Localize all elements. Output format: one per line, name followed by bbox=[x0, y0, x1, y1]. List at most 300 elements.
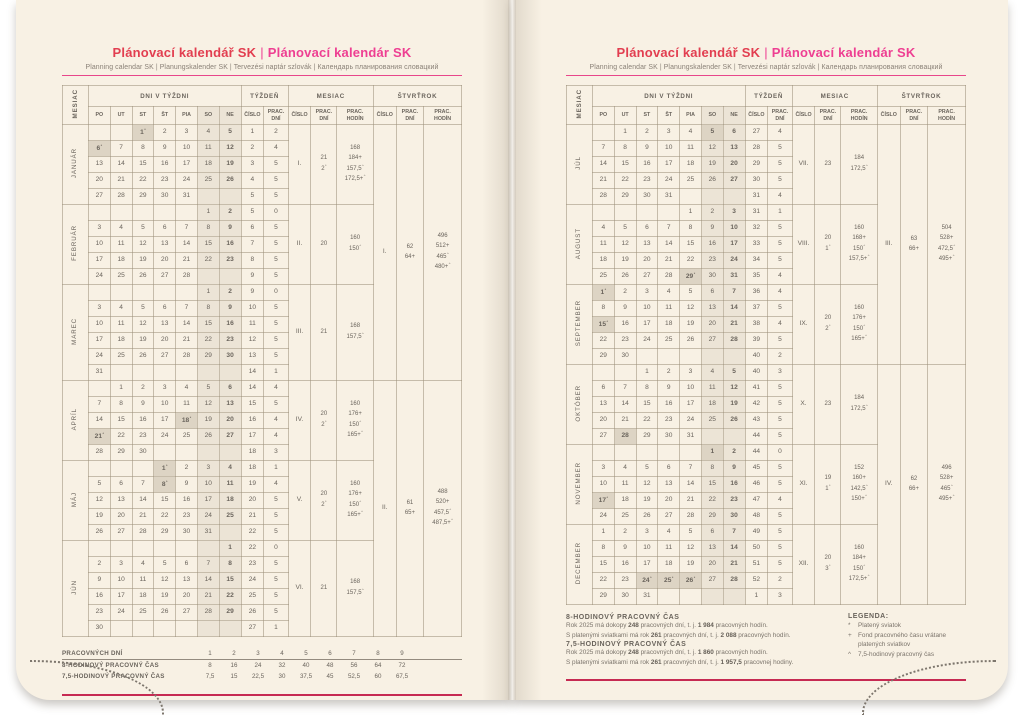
day-cell: 7 bbox=[658, 221, 680, 237]
week-workdays-cell: 4 bbox=[768, 125, 792, 141]
summary-line: Rok 2025 má dokopy 248 pracovných dní, t. j. 1 984 pracovných hodín. bbox=[566, 622, 768, 629]
month-number-cell: VII. bbox=[792, 125, 815, 205]
month-label bbox=[567, 205, 593, 285]
month-workdays-line: 2* bbox=[321, 164, 327, 172]
worked-days-value: 37,5 bbox=[299, 673, 313, 680]
header-day-st: ST bbox=[636, 107, 658, 125]
day-cell: 1 bbox=[614, 125, 636, 141]
day-cell: 27 bbox=[636, 269, 658, 285]
caret-mark: ^ bbox=[951, 483, 953, 488]
day-cell-empty bbox=[723, 189, 745, 205]
day-cell: 18 bbox=[701, 397, 723, 413]
month-number-cell: II. bbox=[288, 205, 311, 285]
quarter-number-cell: I. bbox=[373, 125, 396, 381]
day-cell: 8 bbox=[110, 397, 132, 413]
filler bbox=[414, 648, 462, 660]
month-number-cell: IV. bbox=[288, 381, 311, 461]
day-cell: 23 bbox=[219, 333, 241, 349]
day-cell: 14 bbox=[614, 397, 636, 413]
day-cell: 11 bbox=[176, 397, 198, 413]
day-cell: 7 bbox=[592, 141, 614, 157]
day-cell: 12 bbox=[614, 237, 636, 253]
day-cell: 22 bbox=[614, 173, 636, 189]
week-number-cell: 33 bbox=[745, 237, 768, 253]
week-workdays-cell: 4 bbox=[768, 189, 792, 205]
caret-mark: ^ bbox=[863, 243, 866, 248]
header-day-ne: NE bbox=[219, 107, 241, 125]
quarter-workdays-line: 62 bbox=[910, 475, 918, 482]
day-cell-empty bbox=[110, 285, 132, 301]
month-label bbox=[567, 365, 593, 445]
day-cell: 16 bbox=[176, 493, 198, 509]
worked-days-value: 8 bbox=[208, 662, 212, 669]
day-cell: 12 bbox=[88, 493, 110, 509]
day-cell: 11 bbox=[110, 317, 132, 333]
day-cell: 25 bbox=[110, 349, 132, 365]
title-slovak: Plánovací kalendár SK bbox=[267, 45, 412, 60]
day-cell: 11 bbox=[614, 477, 636, 493]
asterisk-mark: * bbox=[325, 420, 327, 424]
asterisk-mark: * bbox=[650, 575, 652, 580]
month-label-text: JÚL bbox=[575, 156, 583, 171]
day-cell: 24 bbox=[636, 333, 658, 349]
day-cell-empty bbox=[176, 541, 198, 557]
month-workdays-cell bbox=[311, 285, 337, 381]
day-cell: 18 bbox=[110, 253, 132, 269]
worked-days-value: 72 bbox=[398, 662, 406, 669]
day-cell: 9 bbox=[88, 573, 110, 589]
week-number-cell: 17 bbox=[241, 429, 264, 445]
day-cell: 5 bbox=[132, 221, 154, 237]
week-workdays-cell: 1 bbox=[768, 205, 792, 221]
asterisk-mark: * bbox=[166, 479, 168, 484]
day-cell: 27 bbox=[701, 333, 723, 349]
day-cell: 11 bbox=[110, 237, 132, 253]
day-cell: 23 bbox=[614, 573, 636, 589]
day-cell: 10 bbox=[154, 397, 176, 413]
day-cell-empty bbox=[658, 445, 680, 461]
day-cell: 9 bbox=[219, 301, 241, 317]
day-cell: 7 bbox=[723, 285, 745, 301]
day-cell: 24 bbox=[658, 173, 680, 189]
legend-text: Platený sviatok bbox=[858, 622, 901, 629]
quarter-workdays-line: 63 bbox=[910, 235, 918, 242]
day-cell: 26 bbox=[154, 605, 176, 621]
quarter-workdays-line: 66+ bbox=[908, 245, 919, 252]
day-cell-empty bbox=[154, 205, 176, 221]
week-workdays-cell: 5 bbox=[768, 413, 792, 429]
day-cell: 2 bbox=[636, 125, 658, 141]
day-cell: 2 bbox=[132, 381, 154, 397]
caret-mark: ^ bbox=[449, 507, 452, 512]
week-number-cell: 40 bbox=[745, 349, 768, 365]
day-cell: 25 bbox=[680, 173, 702, 189]
day-cell: 21 bbox=[723, 317, 745, 333]
week-number-cell: 41 bbox=[745, 381, 768, 397]
month-hours-cell bbox=[337, 285, 374, 381]
day-cell: 13 bbox=[658, 477, 680, 493]
month-workdays-cell bbox=[815, 205, 841, 285]
header-week-cislo: ČÍSLO bbox=[241, 107, 264, 125]
day-cell: 29 bbox=[592, 349, 614, 365]
month-label bbox=[567, 125, 593, 205]
day-cell: 27 bbox=[219, 429, 241, 445]
day-cell: 24 bbox=[154, 429, 176, 445]
title-separator: | bbox=[764, 45, 768, 60]
quarter-hours-line: 504 bbox=[941, 225, 952, 232]
week-workdays-cell: 4 bbox=[768, 493, 792, 509]
day-cell: 28 bbox=[132, 525, 154, 541]
caret-mark: ^ bbox=[361, 510, 363, 515]
day-cell-empty bbox=[658, 349, 680, 365]
day-cell: 10 bbox=[636, 301, 658, 317]
day-cell: 27 bbox=[154, 269, 176, 285]
day-cell: 28 bbox=[176, 269, 198, 285]
month-hours-line: 184+ bbox=[348, 154, 362, 161]
page-right bbox=[512, 0, 1008, 700]
week-number-cell: 16 bbox=[241, 413, 264, 429]
day-cell: 13 bbox=[636, 237, 658, 253]
day-cell: 8 bbox=[614, 141, 636, 157]
day-cell: 19 bbox=[680, 317, 702, 333]
day-cell-empty bbox=[132, 285, 154, 301]
day-cell: 5 bbox=[680, 525, 702, 541]
day-cell: 22 bbox=[132, 173, 154, 189]
week-number-cell: 32 bbox=[745, 221, 768, 237]
day-cell: 30 bbox=[658, 429, 680, 445]
day-cell: 4 bbox=[658, 525, 680, 541]
week-workdays-cell: 5 bbox=[768, 333, 792, 349]
day-cell: 14 bbox=[88, 413, 110, 429]
month-workdays-line: 20 bbox=[320, 240, 328, 247]
day-cell: 8 bbox=[197, 221, 219, 237]
page-subtitle: Planning calendar SK | Planungskalender SK | Tervezési naptár szlovák | Календарь планирования словацкий bbox=[566, 64, 966, 76]
week-workdays-cell: 5 bbox=[264, 157, 288, 173]
month-label-text: JANUÁR bbox=[71, 148, 79, 179]
day-cell: 28 bbox=[658, 269, 680, 285]
day-cell: 8 bbox=[636, 381, 658, 397]
header-quarter-cislo: ČÍSLO bbox=[373, 107, 396, 125]
week-number-cell: 43 bbox=[745, 413, 768, 429]
day-cell: 28 bbox=[176, 349, 198, 365]
day-cell: 17 bbox=[88, 333, 110, 349]
day-cell: 4 bbox=[176, 381, 198, 397]
month-hours-line: 150^ bbox=[349, 499, 362, 508]
day-cell: 1 bbox=[219, 541, 241, 557]
day-cell: 28 bbox=[723, 573, 745, 589]
month-workdays-line: 19 bbox=[824, 475, 832, 482]
header-quarter-prac-hodin: PRAC. HODÍN bbox=[928, 107, 966, 125]
legend-symbol: * bbox=[848, 622, 851, 629]
day-cell: 17 bbox=[658, 157, 680, 173]
day-cell: 15 bbox=[197, 237, 219, 253]
page-left bbox=[16, 0, 512, 700]
caret-mark: ^ bbox=[863, 563, 866, 568]
day-cell: 5 bbox=[614, 221, 636, 237]
day-cell-empty bbox=[197, 621, 219, 637]
day-cell-empty bbox=[88, 461, 110, 477]
day-cell: 27 bbox=[701, 573, 723, 589]
day-cell: 5 bbox=[723, 365, 745, 381]
week-number-cell: 37 bbox=[745, 301, 768, 317]
day-cell: 25 bbox=[701, 413, 723, 429]
day-cell: 12 bbox=[219, 141, 241, 157]
month-hours-cell bbox=[337, 461, 374, 541]
month-hours-line: 142,5^ bbox=[850, 483, 868, 492]
day-cell: 26 bbox=[614, 269, 636, 285]
month-hours-line: 176+ bbox=[852, 314, 866, 321]
quarter-number-cell: III. bbox=[877, 125, 900, 365]
day-cell: 5 bbox=[88, 477, 110, 493]
header-dni-v-tyzdni: DNI V TÝŽDNI bbox=[592, 86, 745, 107]
month-hours-line: 172,5^ bbox=[850, 404, 868, 412]
week-number-cell: 52 bbox=[745, 573, 768, 589]
caret-mark: ^ bbox=[867, 574, 870, 579]
week-workdays-cell: 4 bbox=[768, 317, 792, 333]
day-cell: 4 bbox=[658, 285, 680, 301]
header-month-prac-dni: PRAC. DNÍ bbox=[815, 107, 841, 125]
month-label-text: FEBRUÁR bbox=[71, 225, 79, 262]
day-cell: 23 bbox=[701, 253, 723, 269]
day-cell: 18 bbox=[110, 333, 132, 349]
filler bbox=[414, 660, 462, 672]
day-cell: 17 bbox=[197, 493, 219, 509]
day-cell: 9 bbox=[701, 221, 723, 237]
header-mesiac-label: MESIAC bbox=[71, 89, 79, 119]
day-cell-empty bbox=[132, 365, 154, 381]
day-cell-empty bbox=[154, 445, 176, 461]
day-cell: 14 bbox=[176, 317, 198, 333]
day-cell: 10 bbox=[723, 221, 745, 237]
month-number-cell: I. bbox=[288, 125, 311, 205]
day-cell: 21 bbox=[614, 413, 636, 429]
month-hours-line: 150^ bbox=[853, 243, 866, 252]
month-workdays-line: 3* bbox=[825, 564, 831, 572]
day-cell: 5 bbox=[219, 125, 241, 141]
holiday-day-cell: 26* bbox=[680, 573, 702, 589]
week-number-cell: 44 bbox=[745, 429, 768, 445]
month-workdays-line: 1* bbox=[825, 484, 831, 492]
header-month-prac-hodin: PRAC. HODÍN bbox=[841, 107, 878, 125]
day-cell: 20 bbox=[219, 413, 241, 429]
week-workdays-cell: 1 bbox=[264, 621, 288, 637]
asterisk-mark: * bbox=[606, 319, 608, 324]
day-cell: 31 bbox=[88, 365, 110, 381]
month-label bbox=[567, 525, 593, 605]
week-workdays-cell: 5 bbox=[264, 573, 288, 589]
day-cell: 11 bbox=[701, 381, 723, 397]
month-hours-cell bbox=[337, 541, 374, 637]
day-cell: 2 bbox=[658, 365, 680, 381]
day-cell: 14 bbox=[176, 237, 198, 253]
header-day-so: SO bbox=[197, 107, 219, 125]
day-cell: 3 bbox=[110, 557, 132, 573]
week-workdays-cell: 5 bbox=[264, 349, 288, 365]
week-number-cell: 1 bbox=[745, 589, 768, 605]
day-cell: 10 bbox=[658, 141, 680, 157]
day-cell: 7 bbox=[680, 461, 702, 477]
day-cell: 17 bbox=[176, 157, 198, 173]
day-cell-empty bbox=[614, 205, 636, 221]
day-cell-empty bbox=[636, 445, 658, 461]
day-cell: 14 bbox=[680, 477, 702, 493]
worked-days-value: 52,5 bbox=[347, 673, 361, 680]
week-number-cell: 23 bbox=[241, 557, 264, 573]
day-cell: 13 bbox=[701, 301, 723, 317]
day-cell: 30 bbox=[701, 269, 723, 285]
month-label bbox=[63, 205, 89, 285]
header-day-so: SO bbox=[701, 107, 723, 125]
quarter-hours-line: 495+^ bbox=[938, 254, 955, 263]
header-week-prac-dni: PRAC. DNÍ bbox=[768, 107, 792, 125]
summary-line: S platenými sviatkami má rok 261 pracovných dní, t. j. 1 957,5 pracovnej hodiny. bbox=[566, 658, 794, 666]
week-workdays-cell: 5 bbox=[264, 269, 288, 285]
day-cell: 27 bbox=[592, 429, 614, 445]
day-cell: 14 bbox=[110, 157, 132, 173]
day-cell: 1 bbox=[110, 381, 132, 397]
day-cell: 21 bbox=[723, 557, 745, 573]
worked-days-row-label: 7,5-HODINOVÝ PRACOVNÝ ČAS bbox=[62, 673, 165, 680]
working-time-summary bbox=[566, 613, 832, 667]
day-cell: 21 bbox=[176, 333, 198, 349]
header-mesiac bbox=[63, 86, 89, 125]
day-cell-empty bbox=[680, 445, 702, 461]
week-number-cell: 35 bbox=[745, 269, 768, 285]
header-day-št: ŠT bbox=[658, 107, 680, 125]
month-workdays-cell bbox=[815, 285, 841, 365]
day-cell: 29 bbox=[132, 189, 154, 205]
week-workdays-cell: 5 bbox=[264, 333, 288, 349]
caret-mark: ^ bbox=[359, 244, 362, 248]
week-workdays-cell: 4 bbox=[768, 285, 792, 301]
month-hours-cell bbox=[337, 381, 374, 461]
day-cell: 8 bbox=[197, 301, 219, 317]
month-workdays-line: 20 bbox=[824, 315, 832, 322]
month-hours-line: 168 bbox=[350, 145, 361, 152]
quarter-hours-line: 488 bbox=[437, 489, 448, 496]
day-cell: 1 bbox=[197, 205, 219, 221]
day-cell: 24 bbox=[680, 413, 702, 429]
day-cell: 7 bbox=[197, 557, 219, 573]
day-cell: 19 bbox=[88, 509, 110, 525]
day-cell: 29 bbox=[110, 445, 132, 461]
holiday-day-cell: 24* bbox=[636, 573, 658, 589]
month-workdays-line: 20 bbox=[320, 491, 328, 498]
worked-days-count: 7 bbox=[342, 648, 366, 660]
day-cell: 16 bbox=[701, 237, 723, 253]
day-cell-empty bbox=[658, 589, 680, 605]
month-label-text: MAREC bbox=[71, 317, 79, 345]
day-cell: 12 bbox=[680, 301, 702, 317]
day-cell: 15 bbox=[197, 317, 219, 333]
day-cell: 23 bbox=[176, 509, 198, 525]
week-number-cell: 13 bbox=[241, 349, 264, 365]
quarter-number-cell: IV. bbox=[877, 365, 900, 605]
month-workdays-line: 2* bbox=[825, 324, 831, 332]
quarter-hours-line: 457,5^ bbox=[434, 507, 452, 516]
day-cell: 3 bbox=[680, 365, 702, 381]
day-cell: 23 bbox=[219, 253, 241, 269]
day-cell: 28 bbox=[723, 333, 745, 349]
day-cell: 19 bbox=[701, 157, 723, 173]
day-cell: 26 bbox=[701, 173, 723, 189]
day-cell: 3 bbox=[592, 461, 614, 477]
week-workdays-cell: 4 bbox=[768, 269, 792, 285]
asterisk-mark: * bbox=[604, 287, 607, 292]
summary-line: Rok 2025 má dokopy 248 pracovných dní, t. j. 1 860 pracovných hodín. bbox=[566, 649, 768, 657]
day-cell: 12 bbox=[132, 317, 154, 333]
month-hours-line: 172,5^ bbox=[850, 164, 868, 172]
day-cell: 14 bbox=[197, 573, 219, 589]
month-number-cell: VI. bbox=[288, 541, 311, 637]
day-cell: 17 bbox=[88, 253, 110, 269]
day-cell: 10 bbox=[680, 381, 702, 397]
day-cell-empty bbox=[592, 125, 614, 141]
holiday-day-cell: 21* bbox=[88, 429, 110, 445]
week-number-cell: 15 bbox=[241, 397, 264, 413]
caret-mark: ^ bbox=[863, 323, 866, 328]
day-cell-empty bbox=[88, 205, 110, 221]
worked-days-value: 64 bbox=[374, 662, 382, 669]
asterisk-mark: * bbox=[829, 484, 831, 488]
worked-days-count: 9 bbox=[390, 648, 414, 660]
worked-days-value: 60 bbox=[374, 673, 382, 680]
month-workdays-cell bbox=[311, 125, 337, 205]
day-cell: 31 bbox=[176, 189, 198, 205]
month-hours-line: 157,5^ bbox=[346, 332, 364, 340]
header-quarter-prac-dni: PRAC. DNÍ bbox=[900, 107, 928, 125]
day-cell: 7 bbox=[176, 221, 198, 237]
day-cell: 25 bbox=[197, 173, 219, 189]
day-cell-empty bbox=[219, 269, 241, 285]
day-cell: 1 bbox=[197, 285, 219, 301]
day-cell: 12 bbox=[636, 477, 658, 493]
day-cell: 8 bbox=[132, 141, 154, 157]
day-cell: 22 bbox=[197, 253, 219, 269]
week-workdays-cell: 5 bbox=[264, 237, 288, 253]
week-number-cell: 47 bbox=[745, 493, 768, 509]
day-cell: 15 bbox=[701, 477, 723, 493]
day-cell: 16 bbox=[219, 237, 241, 253]
header-day-pia: PIA bbox=[176, 107, 198, 125]
day-cell: 30 bbox=[723, 509, 745, 525]
worked-days-label: PRACOVNÝCH DNÍ bbox=[62, 648, 198, 660]
week-number-cell: 2 bbox=[241, 141, 264, 157]
month-hours-line: 160+ bbox=[852, 474, 866, 481]
holiday-day-cell: 8* bbox=[154, 477, 176, 493]
month-label bbox=[63, 285, 89, 381]
day-cell: 20 bbox=[658, 493, 680, 509]
holiday-day-cell: 28 bbox=[614, 429, 636, 445]
week-workdays-cell: 5 bbox=[768, 221, 792, 237]
week-workdays-cell: 1 bbox=[264, 365, 288, 381]
week-number-cell: 28 bbox=[745, 141, 768, 157]
day-cell-empty bbox=[132, 541, 154, 557]
day-cell: 30 bbox=[219, 349, 241, 365]
day-cell: 19 bbox=[614, 253, 636, 269]
day-cell-empty bbox=[154, 621, 176, 637]
week-number-cell: 9 bbox=[241, 285, 264, 301]
week-number-cell: 18 bbox=[241, 461, 264, 477]
day-cell: 2 bbox=[88, 557, 110, 573]
holiday-day-cell: 1* bbox=[592, 285, 614, 301]
title-czech: Plánovací kalendář SK bbox=[112, 45, 257, 60]
day-cell: 13 bbox=[176, 573, 198, 589]
day-cell: 16 bbox=[658, 397, 680, 413]
quarter-hours-line: 496 bbox=[437, 233, 448, 240]
month-number-cell: XI. bbox=[792, 445, 815, 525]
quarter-workdays-cell bbox=[900, 125, 928, 365]
